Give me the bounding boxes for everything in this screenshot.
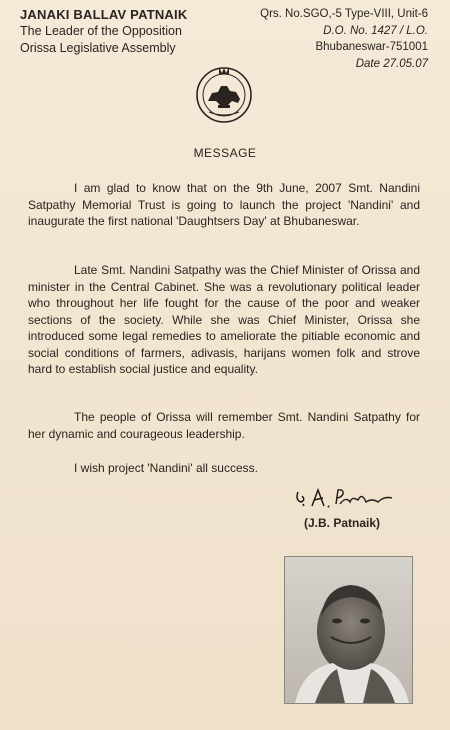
address-block xyxy=(260,6,428,72)
message-paragraph: I wish project 'Nandini' all success. xyxy=(74,461,258,475)
letter-date: Date 27.05.07 xyxy=(355,57,428,70)
city-pin: Bhubaneswar-751001 xyxy=(315,41,428,53)
message-paragraph: Late Smt. Nandini Satpathy was the Chief Minister of Orissa and minister in the Central Cabinet. She was a revolutionary political leader who throughout her life fought for the cause of the poor and weaker sections of the society. While she was Chief Minister, Orissa she introduced some legal remedies to ameliorate the pitiable economic and social conditions of farmers, adivasis, harijans women folk and strove hard to establish social justice and equality. xyxy=(28,263,420,376)
address-line: Qrs. No.SGO,-5 Type-VIII, Unit-6 xyxy=(260,8,428,20)
sender-name: JANAKI BALLAV PATNAIK xyxy=(20,7,188,22)
do-number: D.O. No. 1427 / L.O. xyxy=(323,24,428,37)
sender-assembly: Orissa Legislative Assembly xyxy=(20,41,176,55)
sender-block xyxy=(20,6,187,57)
portrait-photo xyxy=(284,556,413,704)
message-paragraph: The people of Orissa will remember Smt. Nandini Satpathy for her dynamic and courageous leadership. xyxy=(28,410,420,441)
signatory-name: (J.B. Patnaik) xyxy=(304,516,381,530)
sender-role: The Leader of the Opposition xyxy=(20,24,182,38)
handwritten-signature xyxy=(292,482,402,512)
message-paragraph: I am glad to know that on the 9th June, 2007 Smt. Nandini Satpathy Memorial Trust is going to launch the project 'Nandini' and inaugurate the first national 'Daughtsers Day' at Bhubaneswar. xyxy=(28,181,420,228)
state-emblem-icon xyxy=(194,64,254,124)
portrait-image xyxy=(285,557,412,703)
message-title: MESSAGE xyxy=(193,146,257,160)
